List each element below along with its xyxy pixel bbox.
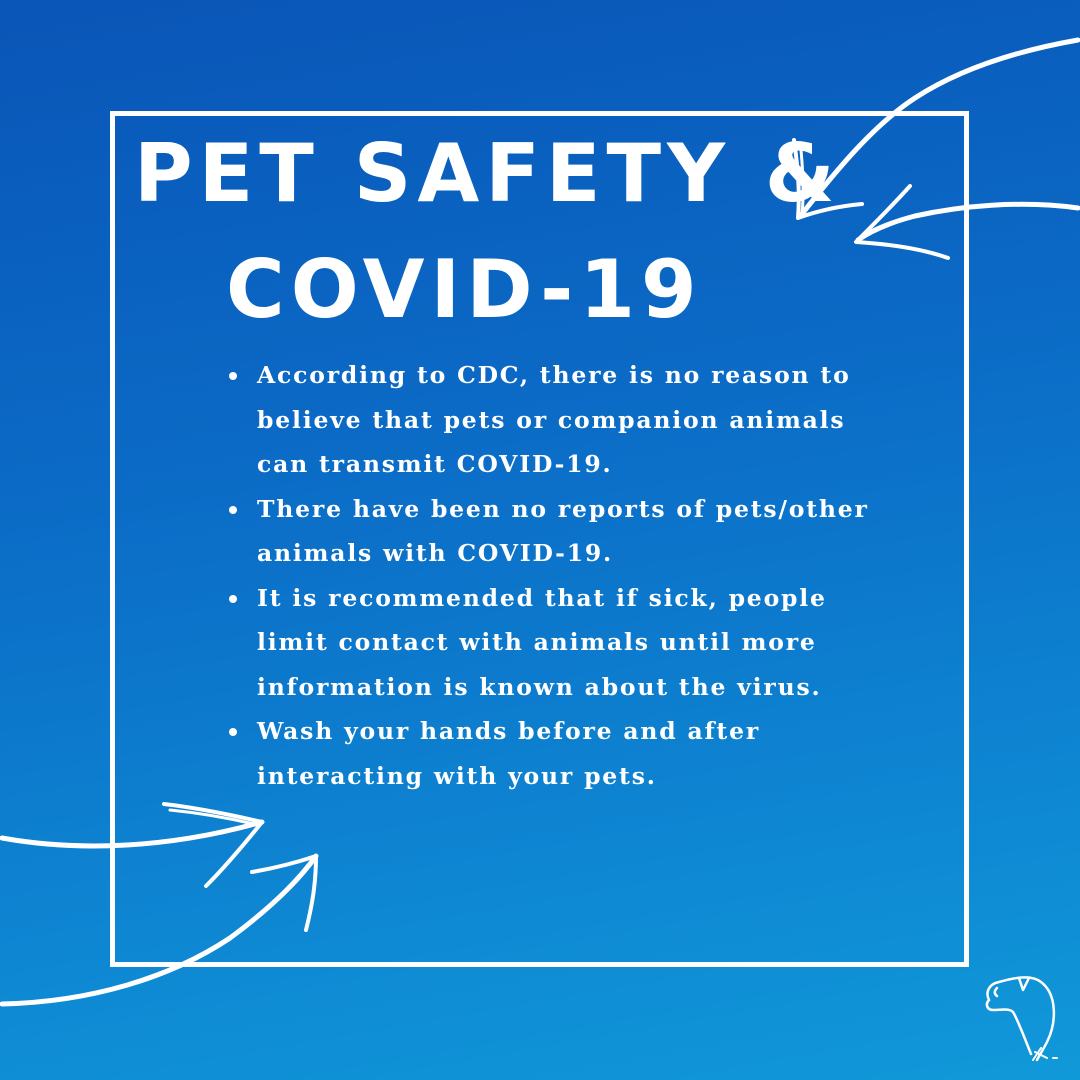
bullet-dot-icon xyxy=(229,595,237,603)
bullet-item xyxy=(228,353,888,487)
bullet-item xyxy=(228,487,888,576)
bullet-item xyxy=(228,576,888,710)
dog-head-logo-icon xyxy=(975,962,1067,1062)
bullet-dot-icon xyxy=(229,372,237,380)
title-line-2: COVID-19 xyxy=(226,243,703,336)
bullet-dot-icon xyxy=(229,506,237,514)
bullet-item xyxy=(228,709,888,798)
title-line-1: PET SAFETY & xyxy=(134,127,841,220)
bullet-text: There have been no reports of pets/other animals with COVID-19. xyxy=(257,494,869,567)
bullet-text: It is recommended that if sick, people limit contact with animals until more information is known about the virus. xyxy=(257,583,827,701)
bullet-text: Wash your hands before and after interacting with your pets. xyxy=(257,717,761,790)
bullet-text: According to CDC, there is no reason to believe that pets or companion animals can transmit COVID-19. xyxy=(257,361,851,478)
bullet-list xyxy=(228,353,888,798)
bullet-dot-icon xyxy=(229,728,237,736)
